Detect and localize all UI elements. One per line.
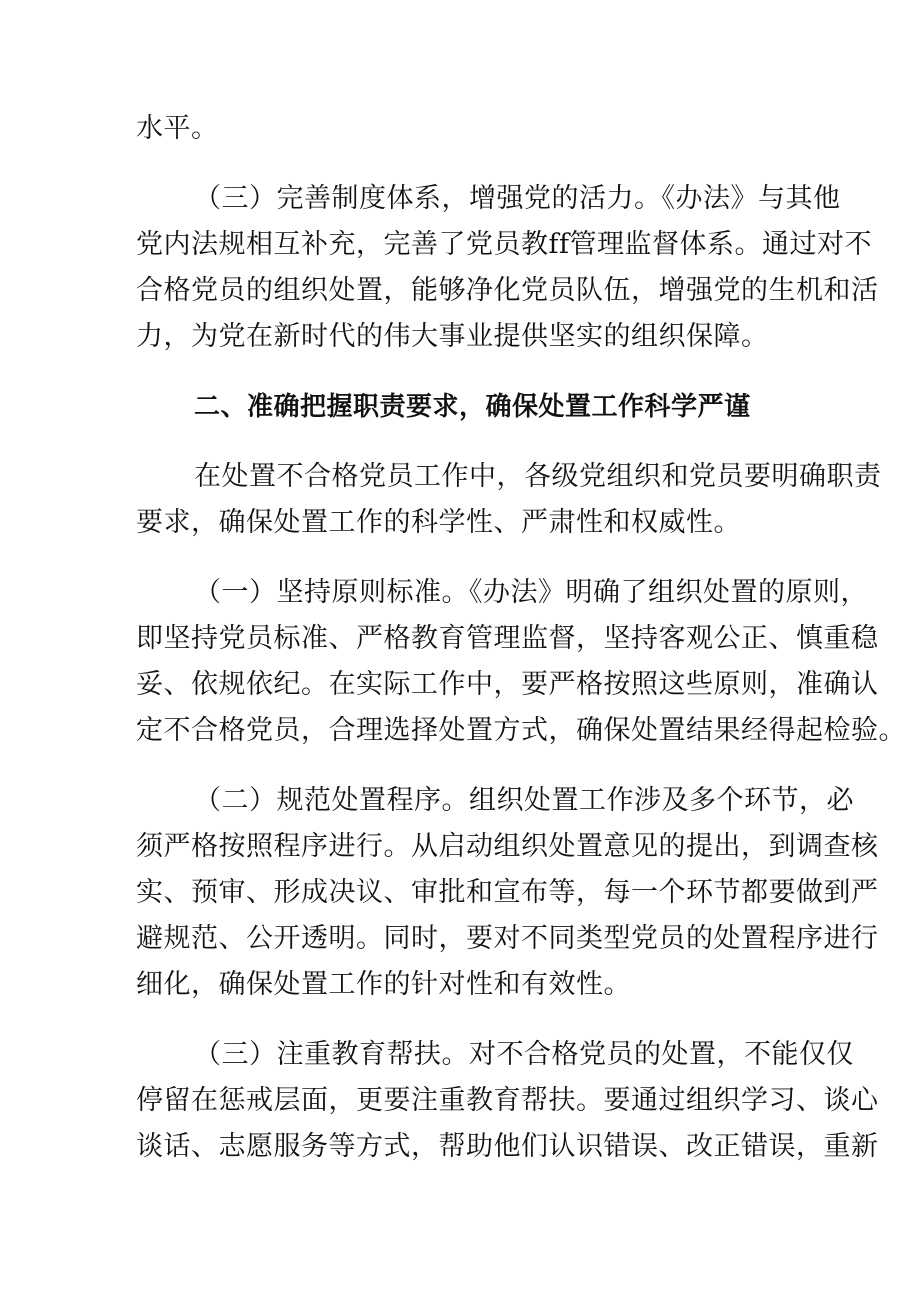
text-line: （三）注重教育帮扶。对不合格党员的处置，不能仅仅 (194, 1039, 854, 1070)
paragraph (136, 1032, 879, 1170)
paragraph (136, 106, 796, 152)
text-line: 谈话、志愿服务等方式，帮助他们认识错误、改正错误，重新 (136, 1131, 879, 1162)
text-line: 即坚持党员标准、严格教育管理监督，坚持客观公正、慎重稳 (136, 623, 879, 654)
section-heading (136, 384, 796, 430)
text-line: 定不合格党员，合理选择处置方式，确保处置结果经得起检验。 (136, 715, 906, 746)
text-line: 水平。 (136, 113, 219, 144)
text-line: 避规范、公开透明。同时，要对不同类型党员的处置程序进行 (136, 923, 879, 954)
text-line: 实、预审、形成决议、审批和宣布等，每一个环节都要做到严 (136, 877, 879, 908)
text-line: 党内法规相互补充，完善了党员教ff管理监督体系。通过对不 (136, 229, 872, 260)
text-line: 合格党员的组织处置，能够净化党员队伍，增强党的生机和活 (136, 275, 879, 306)
text-line: 妥、依规依纪。在实际工作中，要严格按照这些原则，准确认 (136, 669, 879, 700)
heading-text: 二、准确把握职责要求，确保处置工作科学严谨 (194, 392, 751, 422)
document-body (136, 106, 906, 1170)
text-line: （一）坚持原则标准。《办法》明确了组织处置的原则， (194, 577, 868, 608)
text-line: 停留在惩戒层面，更要注重教育帮扶。要通过组织学习、谈心 (136, 1085, 879, 1116)
text-line: 力，为党在新时代的伟大事业提供坚实的组织保障。 (136, 321, 769, 352)
text-line: 在处置不合格党员工作中，各级党组织和党员要明确职责 (194, 461, 882, 492)
text-line: 要求，确保处置工作的科学性、严肃性和权威性。 (136, 507, 741, 538)
text-line: （二）规范处置程序。组织处置工作涉及多个环节，必 (194, 785, 854, 816)
paragraph (136, 570, 906, 754)
paragraph (136, 454, 882, 546)
paragraph (136, 176, 879, 360)
paragraph (136, 778, 879, 1008)
text-line: 须严格按照程序进行。从启动组织处置意见的提出，到调查核 (136, 831, 879, 862)
text-line: 细化，确保处置工作的针对性和有效性。 (136, 969, 631, 1000)
text-line: （三）完善制度体系，增强党的活力。《办法》与其他 (194, 183, 841, 214)
